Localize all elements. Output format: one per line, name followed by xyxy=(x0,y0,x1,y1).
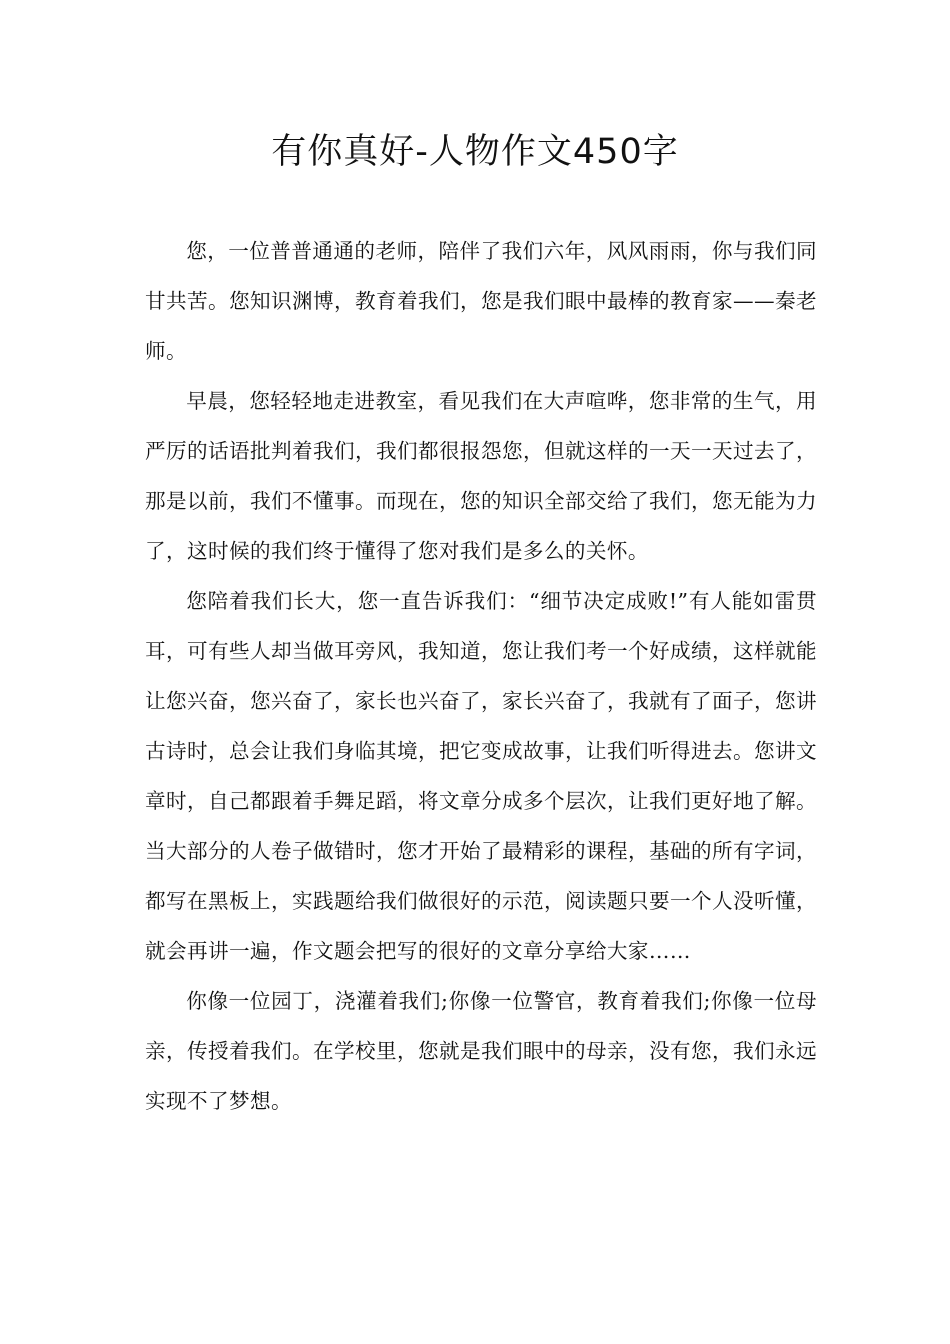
article-body xyxy=(145,226,817,1126)
paragraph-2: 早晨，您轻轻地走进教室，看见我们在大声喧哗，您非常的生气，用严厉的话语批判着我们，我们都很报怨您，但就这样的一天一天过去了，那是以前，我们不懂事。而现在，您的知识全部交给了我们，您无能为力了，这时候的我们终于懂得了您对我们是多么的关怀。 xyxy=(145,389,817,563)
paragraph-3: 您陪着我们长大，您一直告诉我们：“细节决定成败!”有人能如雷贯耳，可有些人却当做耳旁风，我知道，您让我们考一个好成绩，这样就能让您兴奋，您兴奋了，家长也兴奋了，家长兴奋了，我就有了面子，您讲古诗时，总会让我们身临其境，把它变成故事，让我们听得进去。您讲文章时，自己都跟着手舞足蹈，将文章分成多个层次，让我们更好地了解。当大部分的人卷子做错时，您才开始了最精彩的课程，基础的所有字词，都写在黑板上，实践题给我们做很好的示范，阅读题只要一个人没听懂，就会再讲一遍，作文题会把写的很好的文章分享给大家…… xyxy=(145,589,817,963)
page-title: 有你真好-人物作文450字 xyxy=(271,132,679,172)
paragraph-1: 您，一位普普通通的老师，陪伴了我们六年，风风雨雨，你与我们同甘共苦。您知识渊博，教育着我们，您是我们眼中最棒的教育家——秦老师。 xyxy=(145,239,817,363)
paragraph-4: 你像一位园丁，浇灌着我们;你像一位警官，教育着我们;你像一位母亲，传授着我们。在学校里，您就是我们眼中的母亲，没有您，我们永远实现不了梦想。 xyxy=(145,989,817,1113)
